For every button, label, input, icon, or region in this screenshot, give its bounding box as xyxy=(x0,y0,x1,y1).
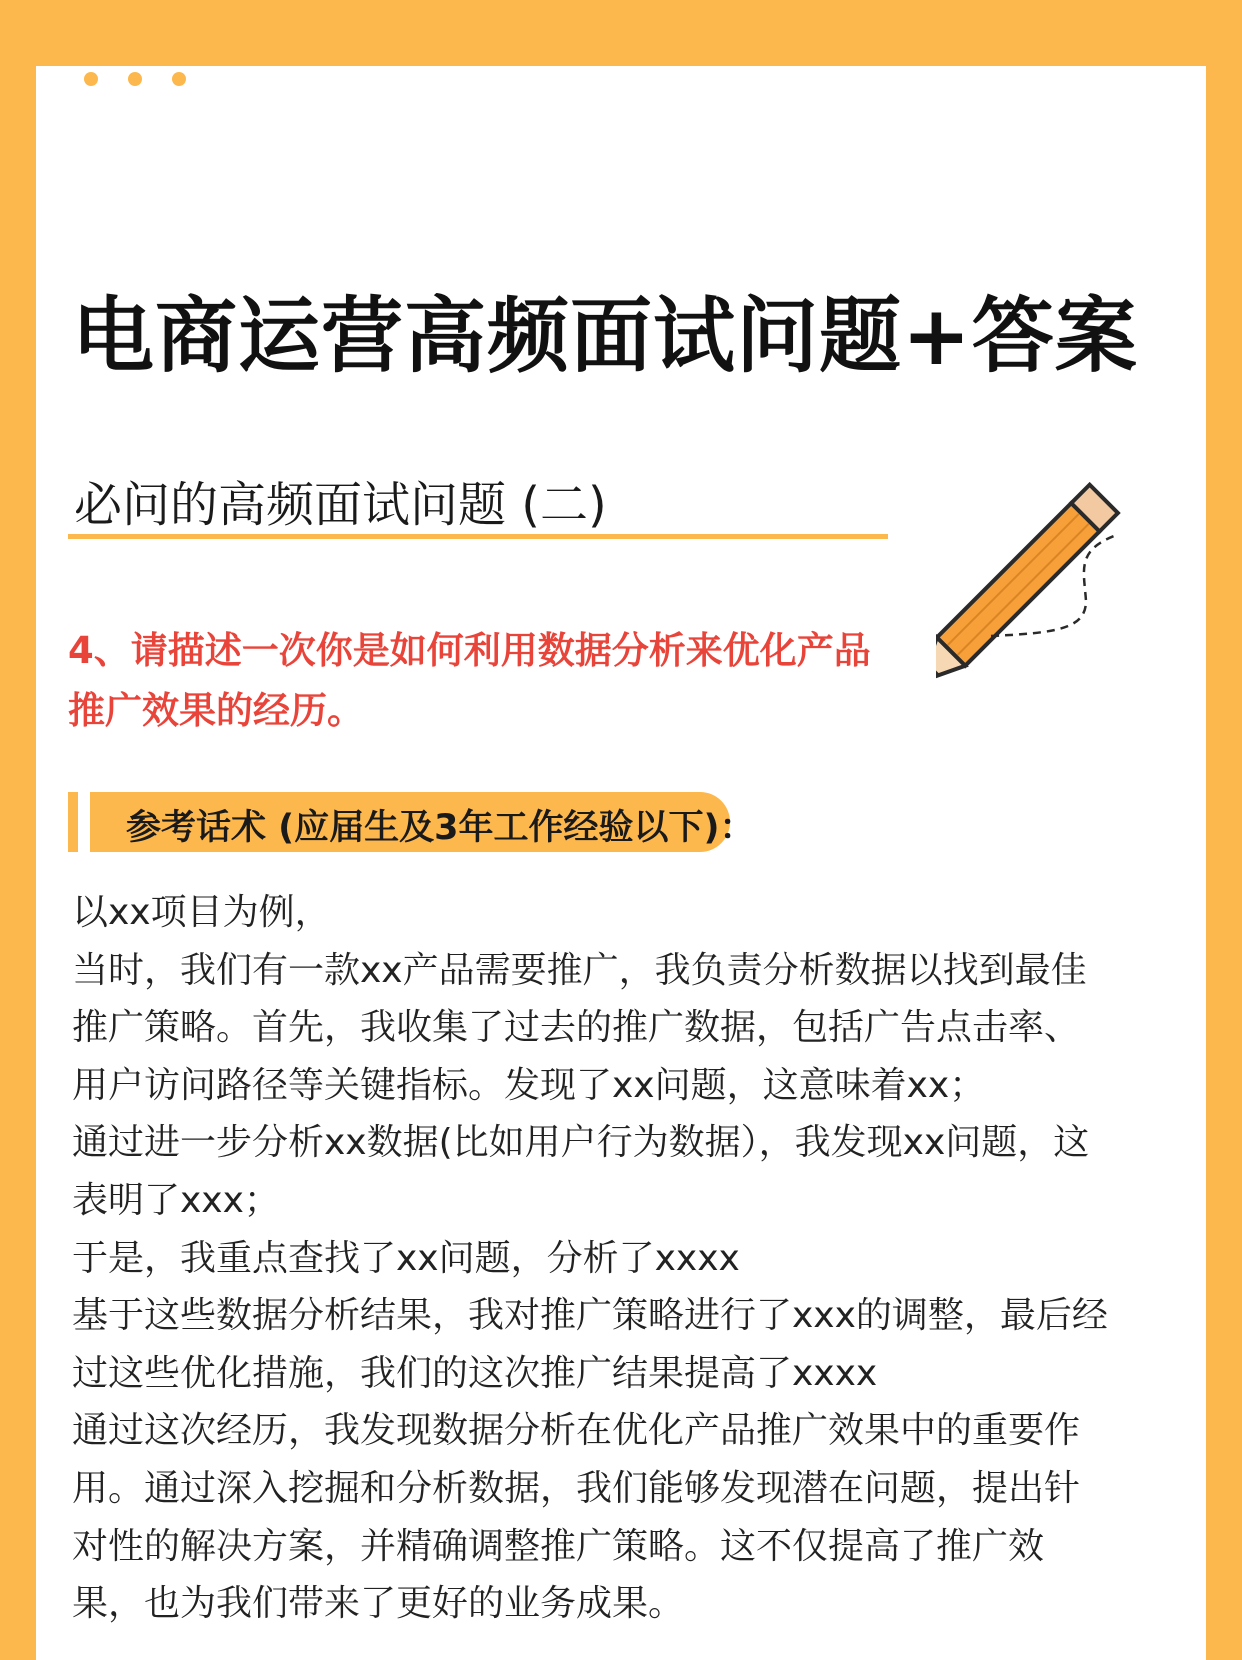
reference-label: 参考话术 (应届生及3年工作经验以下)： xyxy=(126,808,755,848)
answer-line: 通过这次经历，我发现数据分析在优化产品推广效果中的重要作 xyxy=(72,1410,1081,1452)
answer-line: 对性的解决方案，并精确调整推广策略。这不仅提高了推广效 xyxy=(72,1525,1045,1567)
page-title: 电商运营高频面试问题+答案 xyxy=(72,289,1138,384)
dot-1 xyxy=(84,72,98,86)
question-line-1: 4、请描述一次你是如何利用数据分析来优化产品 xyxy=(68,629,871,672)
answer-body xyxy=(72,884,1182,1633)
dot-3 xyxy=(172,72,186,86)
answer-line: 用。通过深入挖掘和分析数据，我们能够发现潜在问题，提出针 xyxy=(72,1467,1081,1509)
content-card xyxy=(36,66,1206,1660)
question-text xyxy=(68,621,948,741)
question-line-2: 推广效果的经历。 xyxy=(68,689,364,732)
answer-line: 基于这些数据分析结果，我对推广策略进行了xxx的调整，最后经 xyxy=(72,1295,1108,1337)
subtitle-underline xyxy=(68,534,888,539)
answer-line: 用户访问路径等关键指标。发现了xx问题，这意味着xx； xyxy=(72,1064,986,1106)
section-subtitle: 必问的高频面试问题 (二) xyxy=(74,477,607,533)
answer-line: 于是，我重点查找了xx问题，分析了xxxx xyxy=(72,1237,740,1279)
reference-marker xyxy=(68,792,78,852)
answer-line: 以xx项目为例， xyxy=(72,892,331,933)
pencil-icon xyxy=(936,451,1196,691)
answer-line: 表明了xxx； xyxy=(72,1179,280,1221)
answer-line: 果，也为我们带来了更好的业务成果。 xyxy=(72,1583,685,1625)
dot-2 xyxy=(128,72,142,86)
answer-line: 过这些优化措施，我们的这次推广结果提高了xxxx xyxy=(72,1352,878,1394)
answer-line: 推广策略。首先，我收集了过去的推广数据，包括广告点击率、 xyxy=(72,1007,1081,1049)
answer-line: 通过进一步分析xx数据(比如用户行为数据），我发现xx问题，这 xyxy=(72,1122,1090,1164)
answer-line: 当时，我们有一款xx产品需要推广，我负责分析数据以找到最佳 xyxy=(72,949,1087,991)
